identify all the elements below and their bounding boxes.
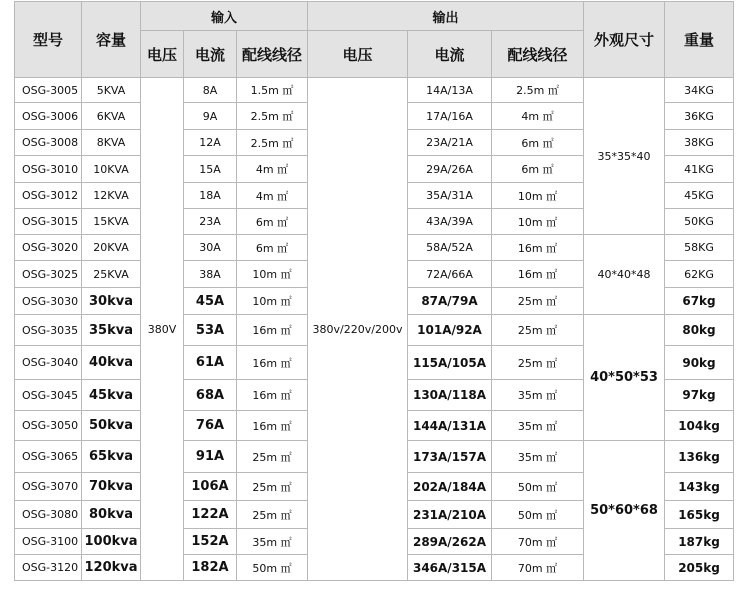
model-cell: OSG-3050 [15,411,82,441]
model-cell: OSG-3015 [15,209,82,235]
size-cell: 40*40*48 [584,235,665,315]
capacity-cell: 10KVA [82,156,141,183]
output-current-cell: 173A/157A [408,441,492,473]
header-input-voltage: 电压 [141,31,184,78]
model-cell: OSG-3070 [15,473,82,501]
input-current-cell: 91A [184,441,237,473]
output-wire-cell: 10m ㎡ [492,209,584,235]
input-current-cell: 30A [184,235,237,261]
input-current-cell: 23A [184,209,237,235]
model-cell: OSG-3012 [15,183,82,209]
capacity-cell: 120kva [82,555,141,581]
input-wire-cell: 25m ㎡ [237,441,308,473]
capacity-cell: 15KVA [82,209,141,235]
model-cell: OSG-3025 [15,261,82,288]
size-cell: 50*60*68 [584,441,665,581]
input-wire-cell: 1.5m ㎡ [237,78,308,103]
output-wire-cell: 4m ㎡ [492,103,584,130]
weight-cell: 187kg [665,529,734,555]
capacity-cell: 65kva [82,441,141,473]
weight-cell: 165kg [665,501,734,529]
output-current-cell: 29A/26A [408,156,492,183]
output-wire-cell: 70m ㎡ [492,555,584,581]
capacity-cell: 5KVA [82,78,141,103]
model-cell: OSG-3006 [15,103,82,130]
input-wire-cell: 25m ㎡ [237,501,308,529]
output-wire-cell: 50m ㎡ [492,501,584,529]
capacity-cell: 45kva [82,380,141,411]
output-wire-cell: 35m ㎡ [492,411,584,441]
input-wire-cell: 10m ㎡ [237,288,308,315]
output-wire-cell: 10m ㎡ [492,183,584,209]
output-wire-cell: 50m ㎡ [492,473,584,501]
input-current-cell: 9A [184,103,237,130]
input-current-cell: 76A [184,411,237,441]
input-wire-cell: 25m ㎡ [237,473,308,501]
input-current-cell: 122A [184,501,237,529]
input-current-cell: 68A [184,380,237,411]
input-wire-cell: 16m ㎡ [237,315,308,346]
weight-cell: 36KG [665,103,734,130]
capacity-cell: 6KVA [82,103,141,130]
capacity-cell: 20KVA [82,235,141,261]
table-row [15,78,734,103]
input-current-cell: 18A [184,183,237,209]
output-current-cell: 101A/92A [408,315,492,346]
input-current-cell: 53A [184,315,237,346]
output-current-cell: 14A/13A [408,78,492,103]
spec-table [14,1,734,581]
output-current-cell: 115A/105A [408,346,492,380]
weight-cell: 80kg [665,315,734,346]
size-cell: 35*35*40 [584,78,665,235]
input-current-cell: 45A [184,288,237,315]
output-wire-cell: 6m ㎡ [492,156,584,183]
header-output-voltage: 电压 [308,31,408,78]
weight-cell: 34KG [665,78,734,103]
output-current-cell: 35A/31A [408,183,492,209]
weight-cell: 67kg [665,288,734,315]
header-input-current: 电流 [184,31,237,78]
weight-cell: 38KG [665,130,734,156]
output-wire-cell: 2.5m ㎡ [492,78,584,103]
input-current-cell: 106A [184,473,237,501]
model-cell: OSG-3040 [15,346,82,380]
input-wire-cell: 4m ㎡ [237,183,308,209]
input-current-cell: 15A [184,156,237,183]
input-wire-cell: 2.5m ㎡ [237,130,308,156]
header-output-current: 电流 [408,31,492,78]
model-cell: OSG-3035 [15,315,82,346]
weight-cell: 50KG [665,209,734,235]
input-current-cell: 182A [184,555,237,581]
capacity-cell: 70kva [82,473,141,501]
model-cell: OSG-3045 [15,380,82,411]
input-wire-cell: 16m ㎡ [237,346,308,380]
output-current-cell: 58A/52A [408,235,492,261]
input-wire-cell: 6m ㎡ [237,235,308,261]
model-cell: OSG-3120 [15,555,82,581]
weight-cell: 58KG [665,235,734,261]
header-output-wire: 配线线径 [492,31,584,78]
output-wire-cell: 25m ㎡ [492,315,584,346]
model-cell: OSG-3100 [15,529,82,555]
capacity-cell: 30kva [82,288,141,315]
model-cell: OSG-3005 [15,78,82,103]
input-wire-cell: 2.5m ㎡ [237,103,308,130]
capacity-cell: 12KVA [82,183,141,209]
header-input: 输入 [141,2,308,31]
output-wire-cell: 25m ㎡ [492,346,584,380]
output-wire-cell: 16m ㎡ [492,235,584,261]
weight-cell: 97kg [665,380,734,411]
output-wire-cell: 35m ㎡ [492,441,584,473]
weight-cell: 136kg [665,441,734,473]
input-current-cell: 38A [184,261,237,288]
capacity-cell: 25KVA [82,261,141,288]
weight-cell: 62KG [665,261,734,288]
input-voltage-cell: 380V [141,78,184,581]
capacity-cell: 8KVA [82,130,141,156]
capacity-cell: 50kva [82,411,141,441]
output-current-cell: 43A/39A [408,209,492,235]
input-wire-cell: 10m ㎡ [237,261,308,288]
output-current-cell: 17A/16A [408,103,492,130]
output-current-cell: 87A/79A [408,288,492,315]
weight-cell: 205kg [665,555,734,581]
size-cell: 40*50*53 [584,315,665,441]
header-output: 输出 [308,2,584,31]
model-cell: OSG-3080 [15,501,82,529]
weight-cell: 104kg [665,411,734,441]
weight-cell: 90kg [665,346,734,380]
header-model: 型号 [15,2,82,78]
input-wire-cell: 50m ㎡ [237,555,308,581]
model-cell: OSG-3020 [15,235,82,261]
capacity-cell: 40kva [82,346,141,380]
weight-cell: 143kg [665,473,734,501]
input-current-cell: 12A [184,130,237,156]
input-wire-cell: 16m ㎡ [237,380,308,411]
weight-cell: 45KG [665,183,734,209]
output-current-cell: 72A/66A [408,261,492,288]
input-wire-cell: 4m ㎡ [237,156,308,183]
input-current-cell: 8A [184,78,237,103]
header-input-wire: 配线线径 [237,31,308,78]
input-current-cell: 61A [184,346,237,380]
model-cell: OSG-3065 [15,441,82,473]
output-wire-cell: 35m ㎡ [492,380,584,411]
input-wire-cell: 16m ㎡ [237,411,308,441]
output-current-cell: 23A/21A [408,130,492,156]
input-current-cell: 152A [184,529,237,555]
output-wire-cell: 25m ㎡ [492,288,584,315]
output-current-cell: 144A/131A [408,411,492,441]
output-wire-cell: 70m ㎡ [492,529,584,555]
weight-cell: 41KG [665,156,734,183]
input-wire-cell: 35m ㎡ [237,529,308,555]
input-wire-cell: 6m ㎡ [237,209,308,235]
output-current-cell: 231A/210A [408,501,492,529]
output-wire-cell: 16m ㎡ [492,261,584,288]
output-voltage-cell: 380v/220v/200v [308,78,408,581]
model-cell: OSG-3030 [15,288,82,315]
model-cell: OSG-3010 [15,156,82,183]
capacity-cell: 100kva [82,529,141,555]
header-capacity: 容量 [82,2,141,78]
header-weight: 重量 [665,2,734,78]
output-current-cell: 130A/118A [408,380,492,411]
output-current-cell: 202A/184A [408,473,492,501]
model-cell: OSG-3008 [15,130,82,156]
output-current-cell: 346A/315A [408,555,492,581]
output-wire-cell: 6m ㎡ [492,130,584,156]
header-size: 外观尺寸 [584,2,665,78]
output-current-cell: 289A/262A [408,529,492,555]
capacity-cell: 80kva [82,501,141,529]
capacity-cell: 35kva [82,315,141,346]
